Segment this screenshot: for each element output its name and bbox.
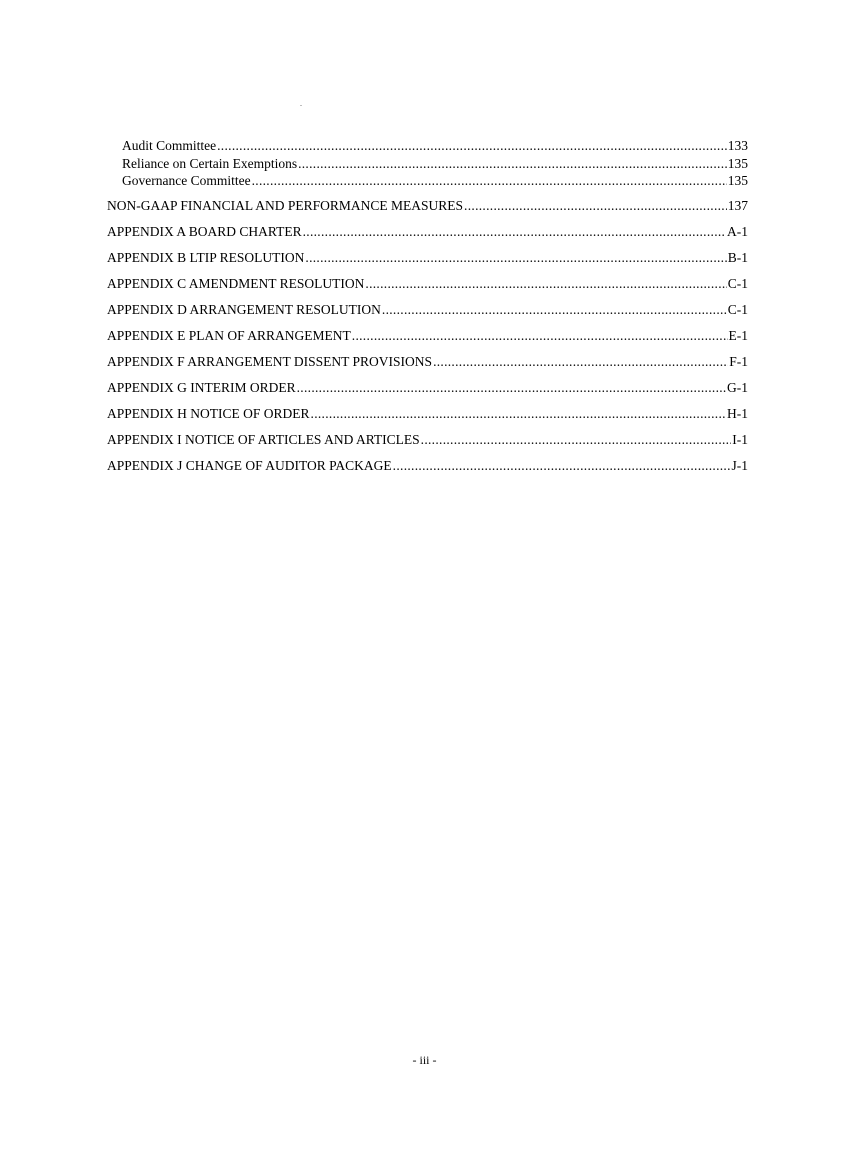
dot-leader xyxy=(217,137,727,155)
toc-entry xyxy=(107,271,748,297)
toc-entry xyxy=(107,245,748,271)
toc-entry-title: Reliance on Certain Exemptions xyxy=(122,155,298,171)
dot-leader xyxy=(433,349,728,375)
toc-entry-page: 137 xyxy=(727,197,748,213)
toc-entry-title: APPENDIX E PLAN OF ARRANGEMENT xyxy=(107,327,351,343)
toc-sub-entry xyxy=(107,155,748,173)
dot-leader xyxy=(365,271,726,297)
toc-entry-page: G-1 xyxy=(727,379,748,395)
toc-entry xyxy=(107,297,748,323)
toc-entry-page: 135 xyxy=(727,155,748,171)
toc-entry-page: C-1 xyxy=(727,301,748,317)
dot-leader xyxy=(297,375,726,401)
dot-leader xyxy=(303,219,726,245)
toc-entry xyxy=(107,427,748,453)
toc-entry-title: NON-GAAP FINANCIAL AND PERFORMANCE MEASURES xyxy=(107,197,464,213)
toc-sub-entry xyxy=(107,172,748,190)
toc-entry xyxy=(107,375,748,401)
toc-entry-title: APPENDIX B LTIP RESOLUTION xyxy=(107,249,305,265)
toc-entry-title: APPENDIX C AMENDMENT RESOLUTION xyxy=(107,275,365,291)
toc-entry-page: B-1 xyxy=(727,249,748,265)
dot-leader xyxy=(393,453,731,479)
toc-entry xyxy=(107,453,748,479)
toc-entry-page: F-1 xyxy=(729,353,748,369)
page-number-footer: - iii - xyxy=(412,1053,437,1067)
toc-entry-page: J-1 xyxy=(731,457,748,473)
toc-entry-title: Audit Committee xyxy=(122,138,217,153)
toc-entry-title: APPENDIX H NOTICE OF ORDER xyxy=(107,405,310,421)
dot-leader xyxy=(352,323,728,349)
toc-entry-page: C-1 xyxy=(727,275,748,291)
toc-entry xyxy=(107,193,748,219)
toc-entry-title: APPENDIX D ARRANGEMENT RESOLUTION xyxy=(107,301,381,317)
stray-mark: . xyxy=(300,99,302,108)
dot-leader xyxy=(311,401,726,427)
toc-entry xyxy=(107,401,748,427)
toc-entry-page: 135 xyxy=(727,173,748,188)
dot-leader xyxy=(421,427,732,453)
toc-entry-title: APPENDIX G INTERIM ORDER xyxy=(107,379,296,395)
toc-entry-page: I-1 xyxy=(732,431,748,447)
dot-leader xyxy=(464,193,727,219)
toc-entry-title: APPENDIX J CHANGE OF AUDITOR PACKAGE xyxy=(107,457,392,473)
dot-leader xyxy=(382,297,727,323)
toc-entry-title: Governance Committee xyxy=(122,173,251,188)
toc-entry-page: H-1 xyxy=(727,405,748,421)
toc-entry-title: APPENDIX I NOTICE OF ARTICLES AND ARTICLES xyxy=(107,431,420,447)
toc-entry xyxy=(107,349,748,375)
dot-leader xyxy=(298,155,727,173)
toc-entry-page: 133 xyxy=(727,138,748,153)
toc-entry-title: APPENDIX A BOARD CHARTER xyxy=(107,223,302,239)
toc-entry xyxy=(107,323,748,349)
toc-entry xyxy=(107,219,748,245)
toc-entry-title: APPENDIX F ARRANGEMENT DISSENT PROVISIONS xyxy=(107,353,433,369)
toc-sub-entry xyxy=(107,137,748,155)
toc-entry-page: E-1 xyxy=(728,327,748,343)
dot-leader xyxy=(305,245,726,271)
dot-leader xyxy=(252,172,727,190)
table-of-contents xyxy=(107,137,748,479)
toc-entry-page: A-1 xyxy=(727,223,748,239)
